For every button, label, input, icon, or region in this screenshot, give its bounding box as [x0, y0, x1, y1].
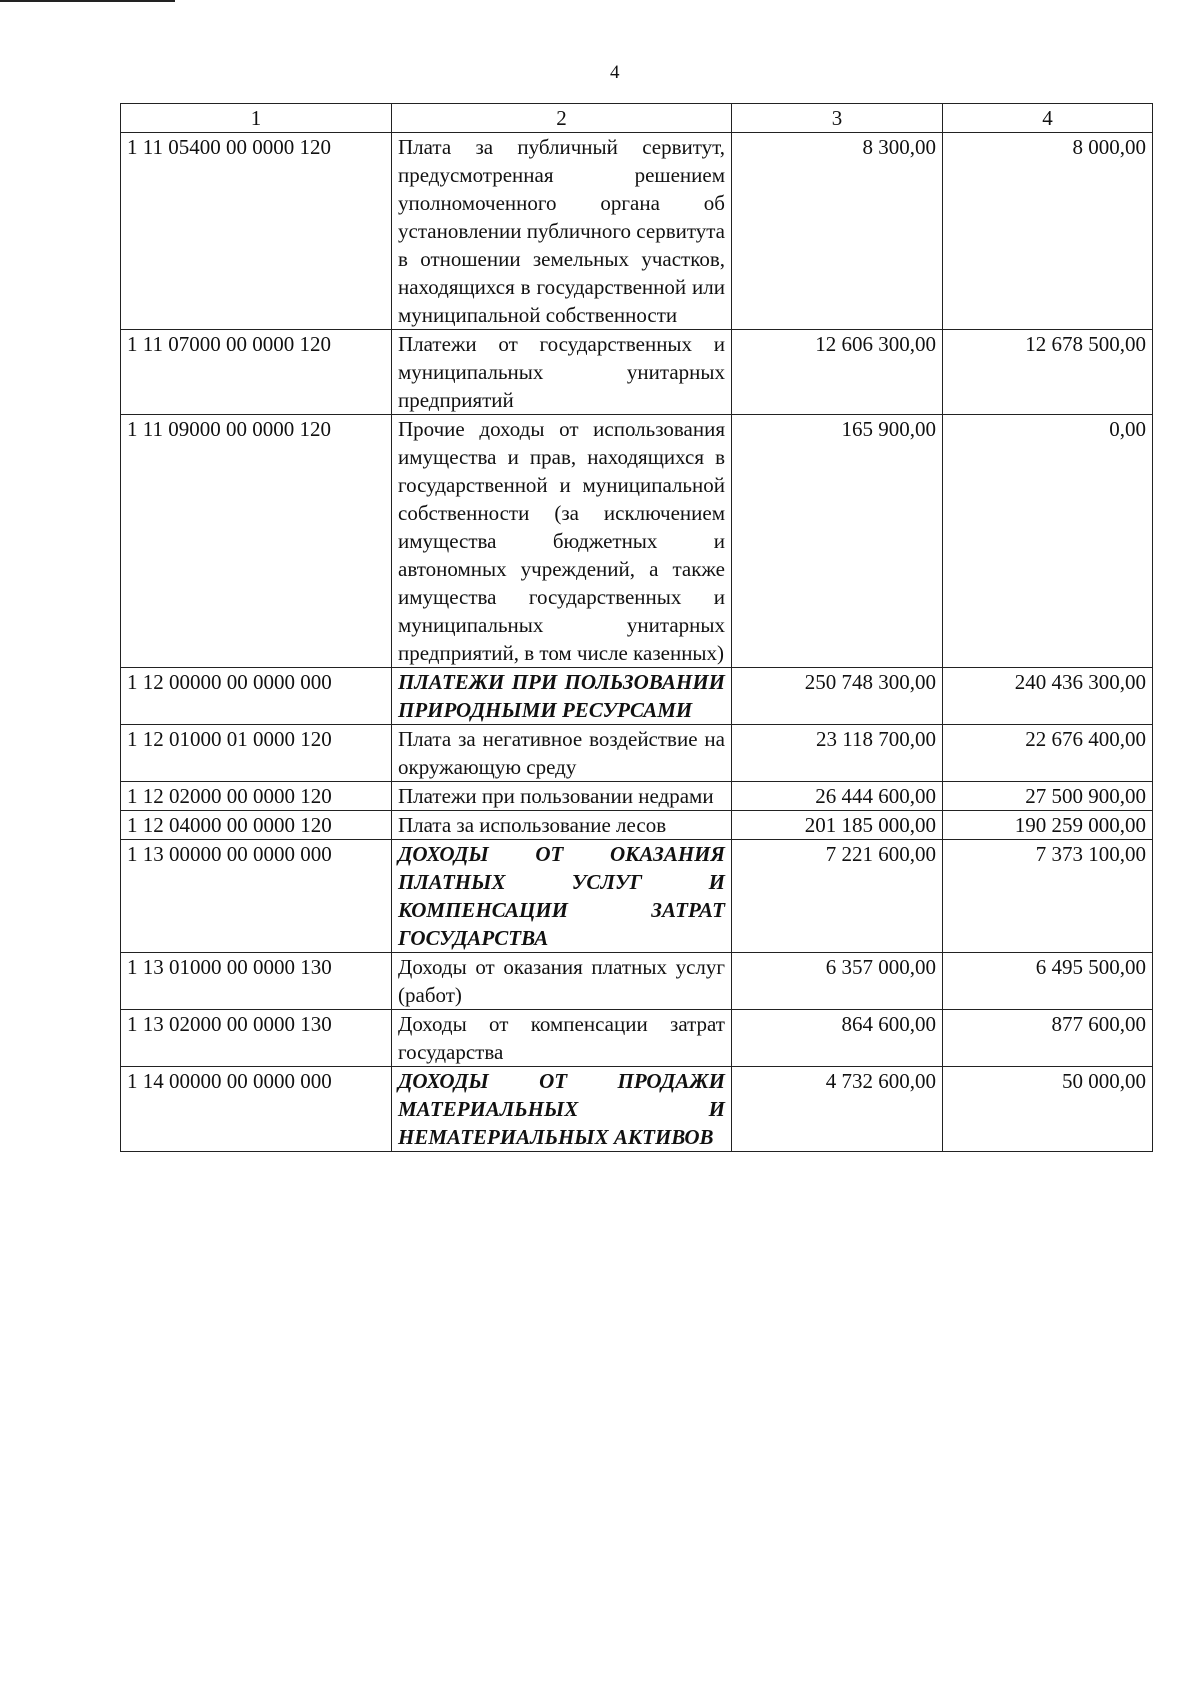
header-row	[121, 104, 1153, 133]
row-value-col3: 7 221 600,00	[732, 840, 943, 953]
row-value-col4: 190 259 000,00	[943, 811, 1153, 840]
row-name: Платежи при пользовании недрами	[392, 782, 732, 811]
row-value-col4: 240 436 300,00	[943, 668, 1153, 725]
row-code: 1 11 09000 00 0000 120	[121, 415, 392, 668]
row-code: 1 12 04000 00 0000 120	[121, 811, 392, 840]
row-value-col4: 877 600,00	[943, 1010, 1153, 1067]
row-value-col4: 27 500 900,00	[943, 782, 1153, 811]
row-code: 1 12 00000 00 0000 000	[121, 668, 392, 725]
table-row	[121, 782, 1153, 811]
section-row	[121, 840, 1153, 953]
scan-edge-mark	[0, 0, 175, 2]
table-row	[121, 811, 1153, 840]
row-name: Плата за негативное воздействие на окружающую среду	[392, 725, 732, 782]
row-name: Доходы от оказания платных услуг (работ)	[392, 953, 732, 1010]
row-value-col3: 4 732 600,00	[732, 1067, 943, 1152]
row-code: 1 11 07000 00 0000 120	[121, 330, 392, 415]
column-header-1: 1	[121, 104, 392, 133]
row-code: 1 13 00000 00 0000 000	[121, 840, 392, 953]
row-value-col3: 8 300,00	[732, 133, 943, 330]
row-value-col4: 6 495 500,00	[943, 953, 1153, 1010]
row-value-col3: 26 444 600,00	[732, 782, 943, 811]
row-code: 1 12 02000 00 0000 120	[121, 782, 392, 811]
row-value-col4: 22 676 400,00	[943, 725, 1153, 782]
section-title: ПЛАТЕЖИ ПРИ ПОЛЬЗОВАНИИ ПРИРОДНЫМИ РЕСУРСАМИ	[392, 668, 732, 725]
row-value-col3: 6 357 000,00	[732, 953, 943, 1010]
section-row	[121, 668, 1153, 725]
row-code: 1 13 01000 00 0000 130	[121, 953, 392, 1010]
row-code: 1 13 02000 00 0000 130	[121, 1010, 392, 1067]
row-value-col3: 165 900,00	[732, 415, 943, 668]
table-row	[121, 1010, 1153, 1067]
table-row	[121, 415, 1153, 668]
row-value-col3: 250 748 300,00	[732, 668, 943, 725]
section-title: ДОХОДЫ ОТ ПРОДАЖИ МАТЕРИАЛЬНЫХ И НЕМАТЕРИАЛЬНЫХ АКТИВОВ	[392, 1067, 732, 1152]
row-value-col3: 23 118 700,00	[732, 725, 943, 782]
section-title: ДОХОДЫ ОТ ОКАЗАНИЯ ПЛАТНЫХ УСЛУГ И КОМПЕНСАЦИИ ЗАТРАТ ГОСУДАРСТВА	[392, 840, 732, 953]
row-name: Плата за использование лесов	[392, 811, 732, 840]
budget-table	[120, 103, 1153, 1152]
column-header-2: 2	[392, 104, 732, 133]
row-name: Плата за публичный сервитут, предусмотренная решением уполномоченного органа об установлении публичного сервитута в отношении земельных участков, находящихся в государственной или муниципальной собственности	[392, 133, 732, 330]
table-row	[121, 725, 1153, 782]
row-name: Прочие доходы от использования имущества и прав, находящихся в государственной и муниципальной собственности (за исключением имущества бюджетных и автономных учреждений, а также имущества государственных и муниципальных унитарных предприятий, в том числе казенных)	[392, 415, 732, 668]
row-code: 1 11 05400 00 0000 120	[121, 133, 392, 330]
section-row	[121, 1067, 1153, 1152]
row-value-col4: 50 000,00	[943, 1067, 1153, 1152]
row-value-col4: 8 000,00	[943, 133, 1153, 330]
row-value-col4: 12 678 500,00	[943, 330, 1153, 415]
row-value-col4: 7 373 100,00	[943, 840, 1153, 953]
row-value-col4: 0,00	[943, 415, 1153, 668]
row-name: Доходы от компенсации затрат государства	[392, 1010, 732, 1067]
table-row	[121, 953, 1153, 1010]
table-row	[121, 330, 1153, 415]
row-value-col3: 201 185 000,00	[732, 811, 943, 840]
table-row	[121, 133, 1153, 330]
row-name: Платежи от государственных и муниципальных унитарных предприятий	[392, 330, 732, 415]
row-value-col3: 12 606 300,00	[732, 330, 943, 415]
row-code: 1 12 01000 01 0000 120	[121, 725, 392, 782]
row-value-col3: 864 600,00	[732, 1010, 943, 1067]
row-code: 1 14 00000 00 0000 000	[121, 1067, 392, 1152]
column-header-3: 3	[732, 104, 943, 133]
page-number: 4	[610, 62, 620, 83]
column-header-4: 4	[943, 104, 1153, 133]
